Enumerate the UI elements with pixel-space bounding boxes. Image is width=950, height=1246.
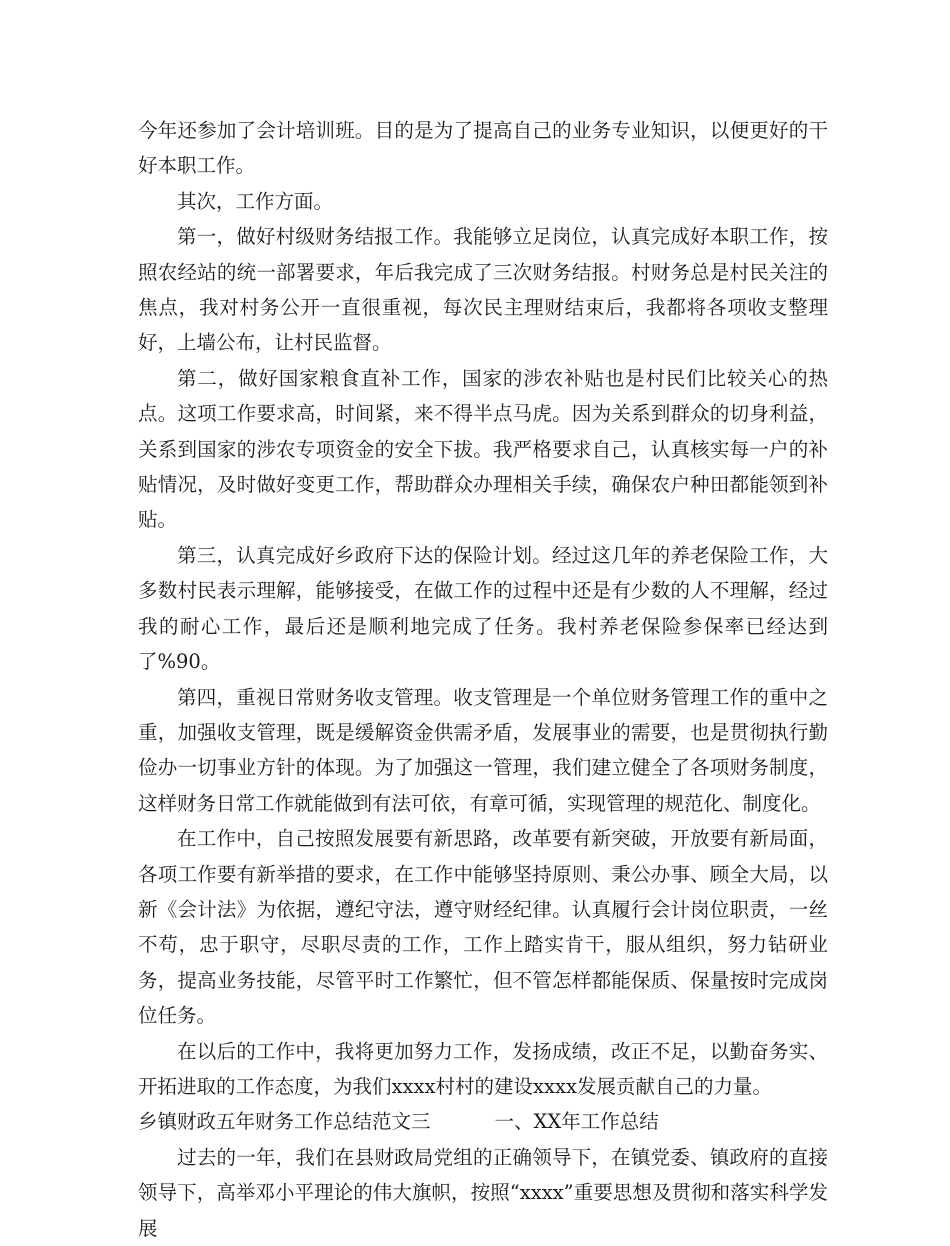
section-heading [138,1104,828,1139]
section-title: 乡镇财政五年财务工作总结范文三 [138,1110,431,1134]
paragraph-training: 今年还参加了会计培训班。目的是为了提高自己的业务专业知识，以便更好的干好本职工作。 [138,119,828,178]
paragraph-work-aspects: 其次，工作方面。 [177,189,334,213]
paragraph-first-settlement: 第一，做好村级财务结报工作。我能够立足岗位，认真完成好本职工作，按照农经站的统一部署要求，年后我完成了三次财务结报。村财务总是村民关注的焦点，我对村务公开一直很重视，每次民主理财结束后，我都将各项收支整理好，上墙公布，让村民监督。 [138,225,828,355]
paragraph-third-insurance: 第三，认真完成好乡政府下达的保险计划。经过这几年的养老保险工作，大多数村民表示理解，能够接受，在做工作的过程中还是有少数的人不理解，经过我的耐心工作，最后还是顺利地完成了任务。我村养老保险参保率已经达到了%90。 [138,543,828,674]
paragraph-future-work: 在以后的工作中，我将更加努力工作，发扬成绩，改正不足，以勤奋务实、开拓进取的工作态度，为我们xxxx村村的建设xxxx发展贡献自己的力量。 [138,1039,828,1098]
section-subtitle: 一、XX年工作总结 [494,1110,659,1134]
document-body [138,113,828,1246]
paragraph-second-subsidy: 第二，做好国家粮食直补工作，国家的涉农补贴也是村民们比较关心的热点。这项工作要求高，时间紧，来不得半点马虎。因为关系到群众的切身利益，关系到国家的涉农专项资金的安全下拔。我严格要求自己，认真核实每一户的补贴情况，及时做好变更工作，帮助群众办理相关手续，确保农户种田都能领到补贴。 [138,366,828,532]
paragraph-fourth-management: 第四，重视日常财务收支管理。收支管理是一个单位财务管理工作的重中之重，加强收支管理，既是缓解资金供需矛盾，发展事业的需要，也是贯彻执行勤俭办一切事业方针的体现。为了加强这一管理，我们建立健全了各项财务制度，这样财务日常工作就能做到有法可依，有章可循，实现管理的规范化、制度化。 [138,685,828,815]
paragraph-past-year: 过去的一年，我们在县财政局党组的正确领导下，在镇党委、镇政府的直接领导下，高举邓小平理论的伟大旗帜，按照“xxxx”重要思想及贯彻和落实科学发展 [138,1145,828,1240]
paragraph-work-principles: 在工作中，自己按照发展要有新思路，改革要有新突破，开放要有新局面，各项工作要有新举措的要求，在工作中能够坚持原则、秉公办事、顾全大局，以新《会计法》为依据，遵纪守法，遵守财经纪律。认真履行会计岗位职责，一丝不苟，忠于职守，尽职尽责的工作，工作上踏实肯干，服从组织，努力钻研业务，提高业务技能，尽管平时工作繁忙，但不管怎样都能保质、保量按时完成岗位任务。 [138,827,828,1028]
